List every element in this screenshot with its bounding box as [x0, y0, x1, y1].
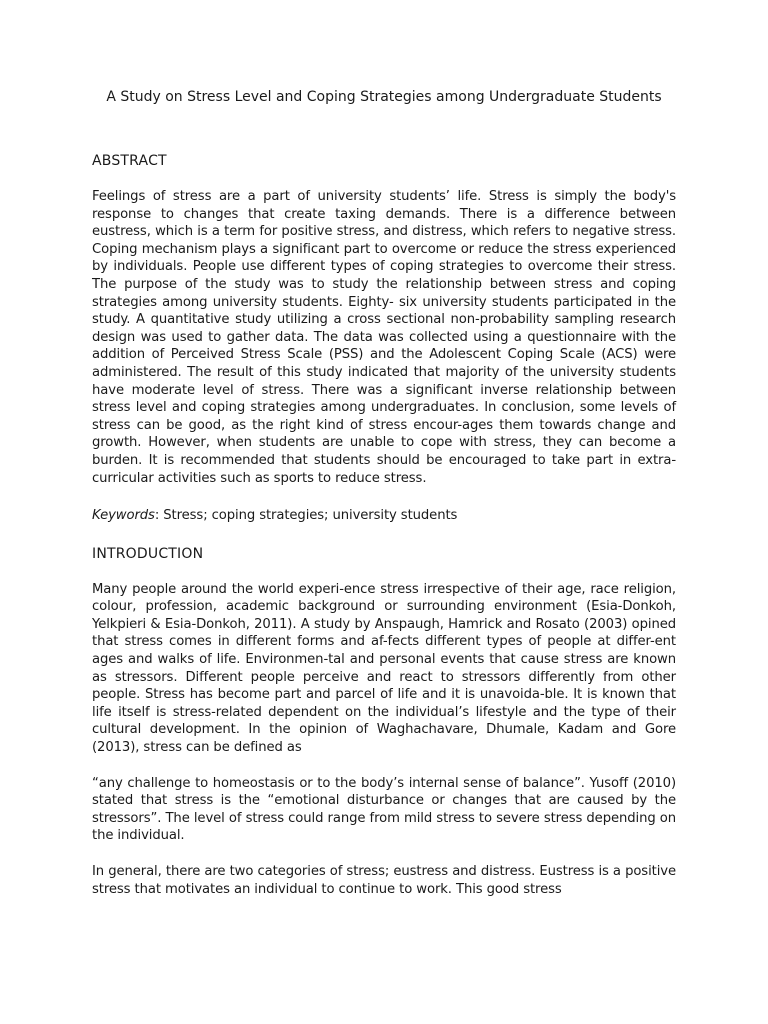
introduction-heading: INTRODUCTION	[92, 545, 204, 562]
intro-paragraph-1: Many people around the world experi-ence stress irrespective of their age, race religion, colour, profession, academic background or surrounding environment (Esia-Donkoh, Yelkpieri & Esia-Donkoh, 2011). A study by Anspaugh, Hamrick and Rosato (2003) opined that stress comes in different forms and af-fects different types of people at differ-ent ages and walks of life. Environmen-tal and personal events that cause stress are known as stressors. Different people perceive and react to stressors differently from other people. Stress has become part and parcel of life and it is unavoida-ble. It is known that life itself is stress-related dependent on the individual’s lifestyle and the type of their cultural development. In the opinion of Waghachavare, Dhumale, Kadam and Gore (2013), stress can be defined as	[92, 581, 676, 756]
intro-paragraph-3: In general, there are two categories of stress; eustress and distress. Eustress is a positive stress that motivates an individual to continue to work. This good stress	[92, 864, 676, 897]
keywords-text: : Stress; coping strategies; university students	[154, 508, 458, 524]
paper-title: A Study on Stress Level and Coping Strategies among Undergraduate Students	[106, 89, 662, 105]
document-body	[92, 88, 676, 898]
keywords-line	[92, 507, 676, 525]
abstract-heading: ABSTRACT	[92, 153, 167, 169]
intro-paragraph-2: “any challenge to homeostasis or to the body’s internal sense of balance”. Yusoff (2010) stated that stress is the “emotional disturbance or changes that are caused by the stressors”. The level of stress could range from mild stress to severe stress depending on the individual.	[92, 775, 676, 844]
abstract-paragraph: Feelings of stress are a part of university students’ life. Stress is simply the body's response to changes that create taxing demands. There is a difference between eustress, which is a term for positive stress, and distress, which refers to negative stress. Coping mechanism plays a significant part to overcome or reduce the stress experienced by individuals. People use different types of coping strategies to overcome their stress. The purpose of the study was to study the relationship between stress and coping strategies among university students. Eighty- six university students participated in the study. A quantitative study utilizing a cross sectional non-probability sampling research design was used to gather data. The data was collected using a questionnaire with the addition of Perceived Stress Scale (PSS) and the Adolescent Coping Scale (ACS) were administered. The result of this study indicated that majority of the university students have moderate level of stress. There was a significant inverse relationship between stress level and coping strategies among undergraduates. In conclusion, some levels of stress can be good, as the right kind of stress encour-ages them towards change and growth. However, when students are unable to cope with stress, they can become a burden. It is recommended that students should be encouraged to take part in extra-curricular activities such as sports to reduce stress.	[92, 189, 676, 486]
keywords-label: Keywords	[92, 508, 155, 524]
